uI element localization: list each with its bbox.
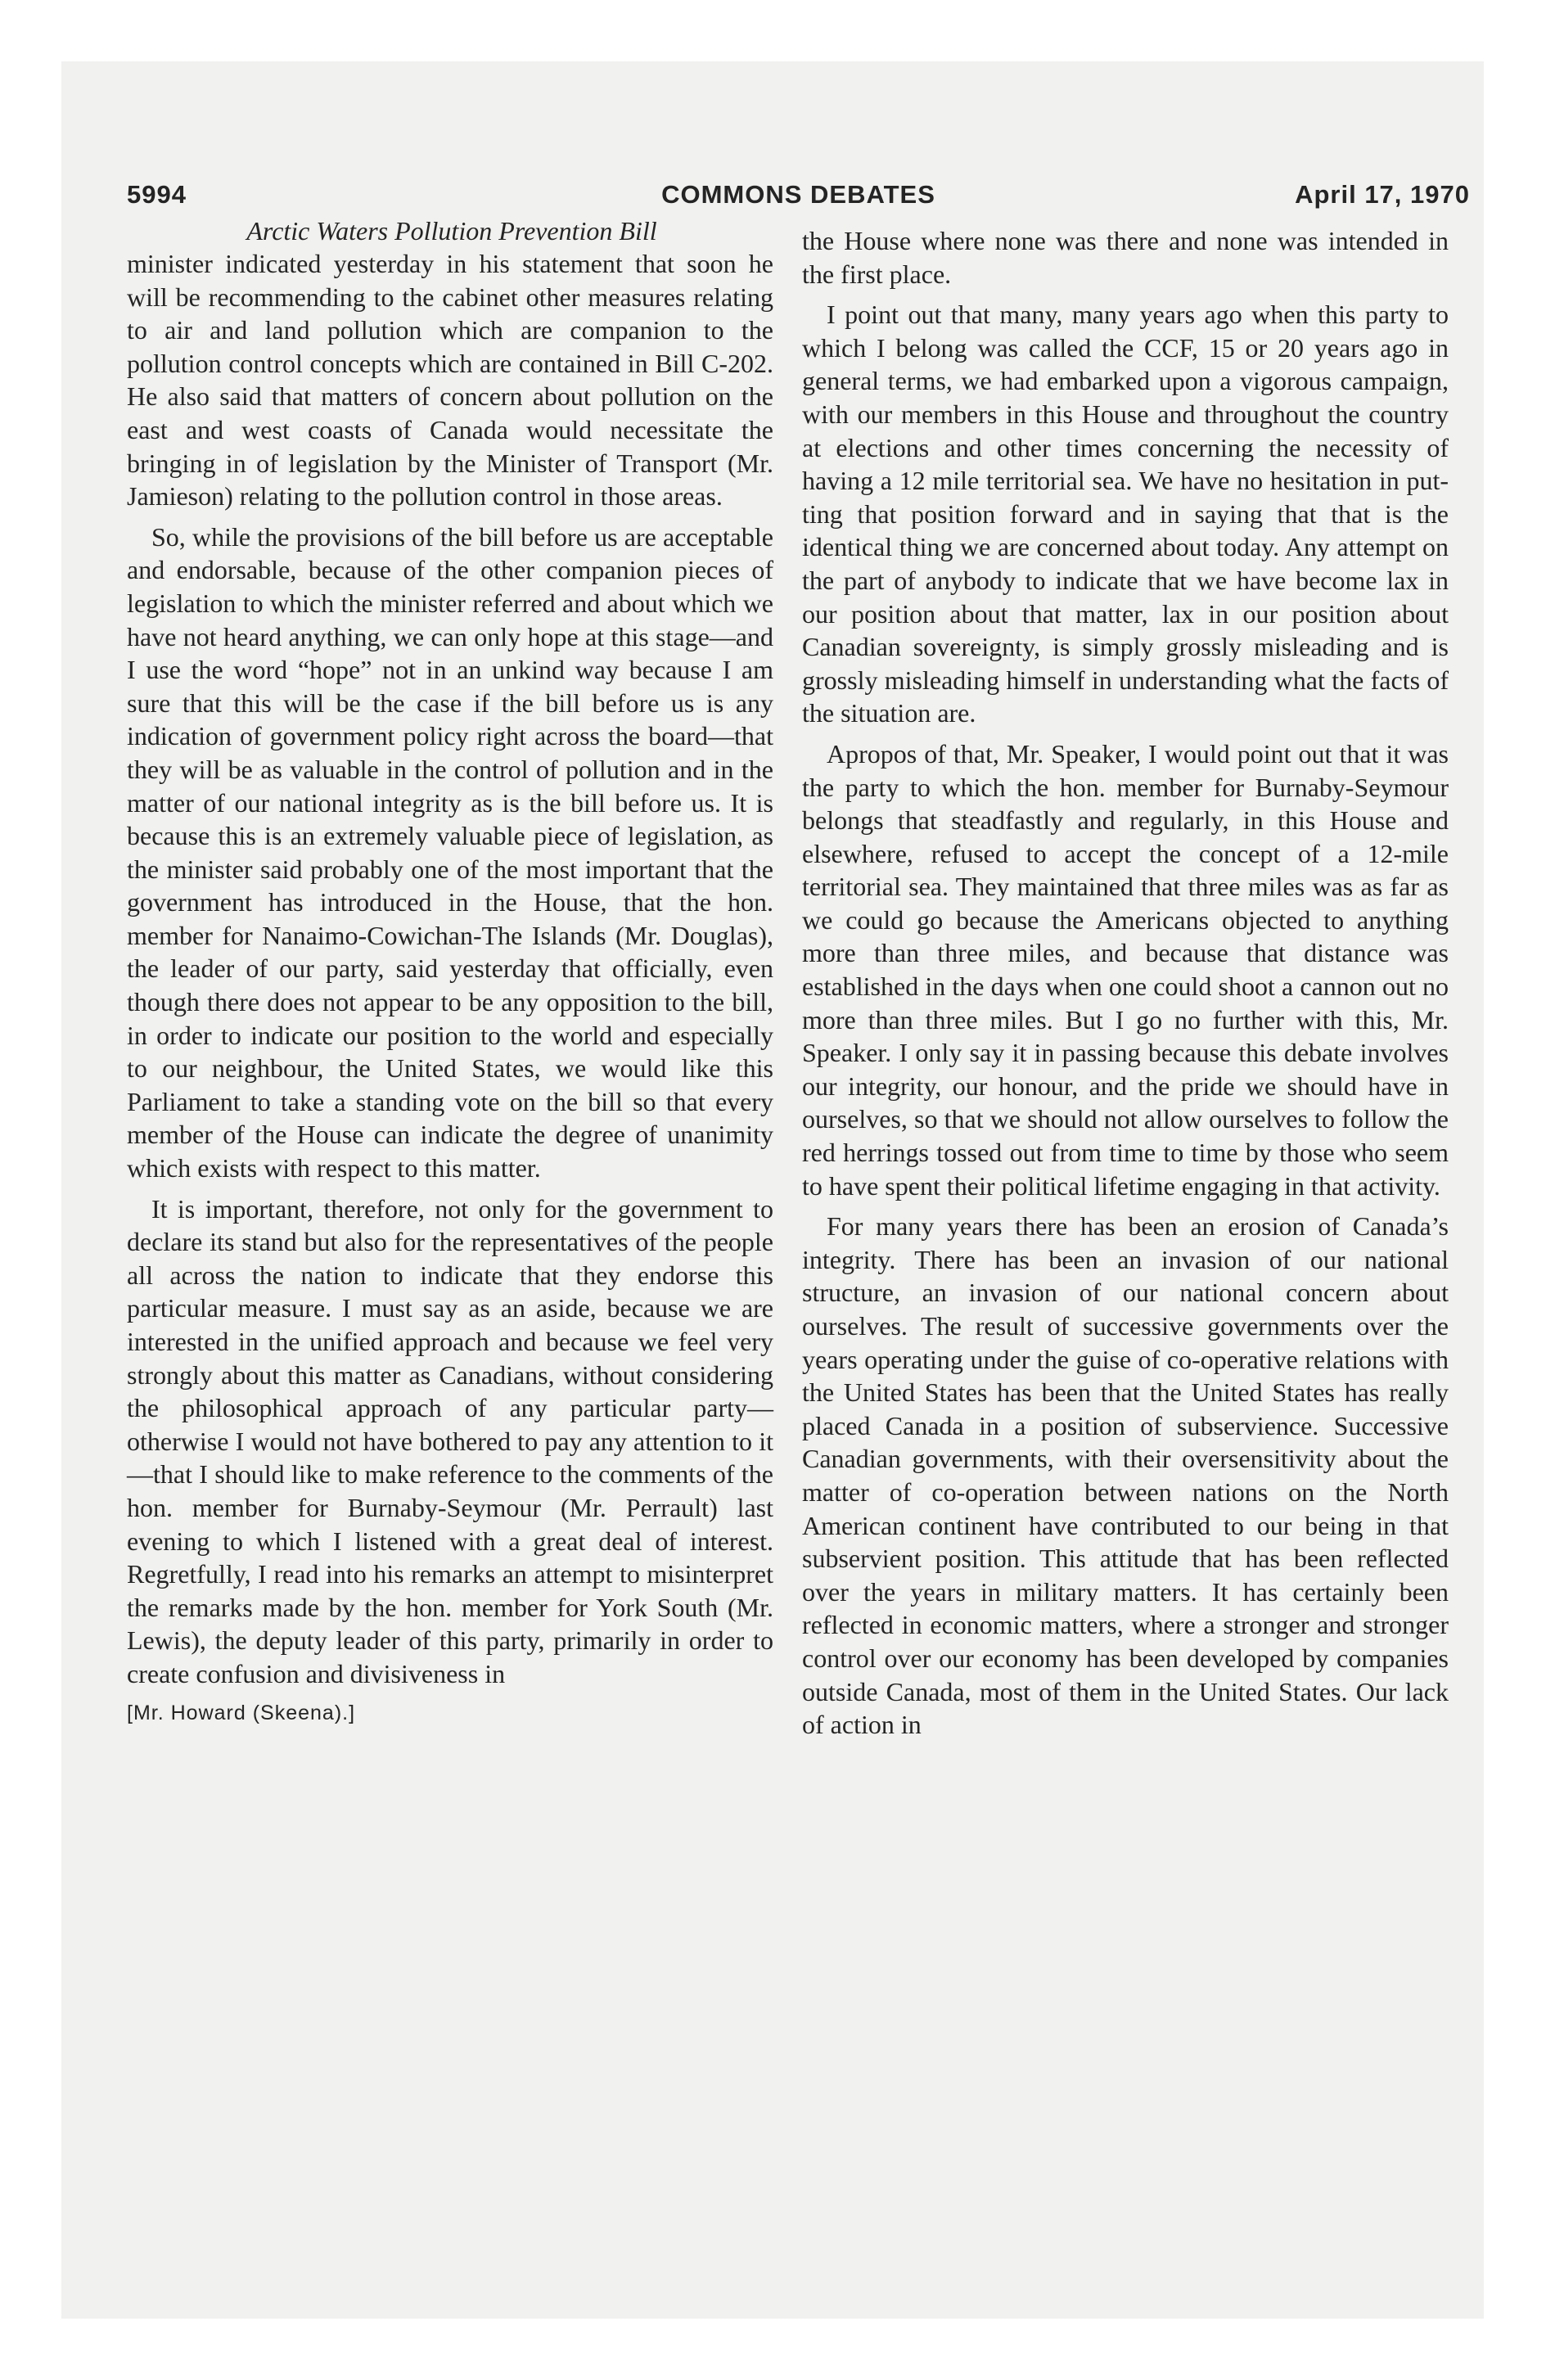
speaker-attribution: [Mr. Howard (Skeena).] bbox=[127, 1701, 356, 1724]
right-column bbox=[802, 224, 1449, 1749]
paragraph: I point out that many, many years ago when this party to which I belong was called the CCF, 15 or 20 years ago in general terms, we had embarked upon a vigorous campaign, with our members in this House and throughout the country at elections and other times concerning the necessity of having a 12 mile territorial sea. We have no hesitation in putting that position forward and in saying that that is the identical thing we are concerned about today. Any attempt on the part of anybody to indicate that we have become lax in our position about that matter, lax in our position about Canadian sovereignty, is simply grossly misleading and is grossly misleading himself in understanding what the facts of the situation are. bbox=[802, 300, 1449, 728]
publication-date: April 17, 1970 bbox=[1295, 180, 1470, 209]
paragraph: So, while the provisions of the bill before us are acceptable and endorsable, because of the other companion pieces of legislation to which the minister referred and about which we have not heard anything, we can only hope at this stage—and I use the word “hope” not in an unkind way because I am sure that this will be the case if the bill before us is any indication of government policy right across the board—that they will be as valuable in the control of pollution and in the matter of our national integrity as is the bill before us. It is because this is an extremely valuable piece of legislation, as the minister said probably one of the most important that the government has introduced in the House, that the hon. member for Nanaimo-Cowichan-The Islands (Mr. Douglas), the leader of our party, said yesterday that officially, even though there does not appear to be any opposition to the bill, in order to indicate our position to the world and especially to our neighbour, the United States, we would like this Parliament to take a standing vote on the bill so that every member of the House can indicate the degree of unanimity which exists with respect to this matter. bbox=[127, 521, 773, 1183]
page-number: 5994 bbox=[127, 180, 187, 209]
paragraph: the House where none was there and none was intended in the first place. bbox=[802, 226, 1449, 289]
paragraph: minister indicated yesterday in his statement that soon he will be recommending to the cabinet other measures relating to air and land pollution which are companion to the pollution control concepts which are contained in Bill C-202. He also said that matters of concern about pollution on the east and west coasts of Canada would necessitate the bringing in of legislation by the Minister of Transport (Mr. Jamieson) relating to the pollution control in those areas. bbox=[127, 249, 773, 512]
document-page bbox=[127, 174, 1470, 2269]
page-header bbox=[127, 174, 1470, 216]
publication-title: COMMONS DEBATES bbox=[661, 180, 935, 209]
paragraph: Apropos of that, Mr. Speaker, I would point out that it was the party to which the hon. member for Burnaby-Seymour belongs that steadfastly and regularly, in this House and elsewhere, refused to accept the concept of a 12-mile territorial sea. They maintained that three miles was as far as we could go because the Americans objected to anything more than three miles, and because that distance was established in the days when one could shoot a cannon out no more than three miles. But I go no further with this, Mr. Speaker. I only say it in passing because this debate involves our integrity, our honour, and the pride we should have in ourselves, so that we should not allow ourselves to follow the red herrings tossed out from time to time by those who seem to have spent their political lifetime engaging in that activity. bbox=[802, 738, 1449, 1201]
left-column bbox=[127, 216, 773, 1727]
paragraph: For many years there has been an erosion of Canada’s integrity. There has been an invasion of our national structure, an invasion of our national concern about ourselves. The result of successive governments over the years operating under the guise of co-operative relations with the United States has been that the United States has really placed Canada in a position of subservience. Successive Canadian governments, with their oversensitivity about the matter of co-operation between nations on the North American continent have contributed to our being in that subservient position. This attitude that has been reflected over the years in military matters. It has certainly been reflected in economic matters, where a stronger and stronger control over our economy has been developed by companies outside Canada, most of them in the United States. Our lack of action in bbox=[802, 1211, 1449, 1740]
paragraph: It is important, therefore, not only for the government to declare its stand but also for the representatives of the people all across the nation to indicate that they endorse this particular measure. I must say as an aside, because we are interested in the unified approach and because we feel very strongly about this matter as Canadians, without considering the philosophical approach of any particular party—otherwise I would not have bothered to pay any attention to it—that I should like to make reference to the comments of the hon. member for Burnaby-Seymour (Mr. Perrault) last evening to which I listened with a great deal of interest. Regretfully, I read into his remarks an attempt to misinterpret the remarks made by the hon. member for York South (Mr. Lewis), the deputy leader of this party, primarily in order to create confusion and divisiveness in bbox=[127, 1193, 773, 1688]
section-subtitle: Arctic Waters Pollution Prevention Bill bbox=[246, 216, 657, 246]
